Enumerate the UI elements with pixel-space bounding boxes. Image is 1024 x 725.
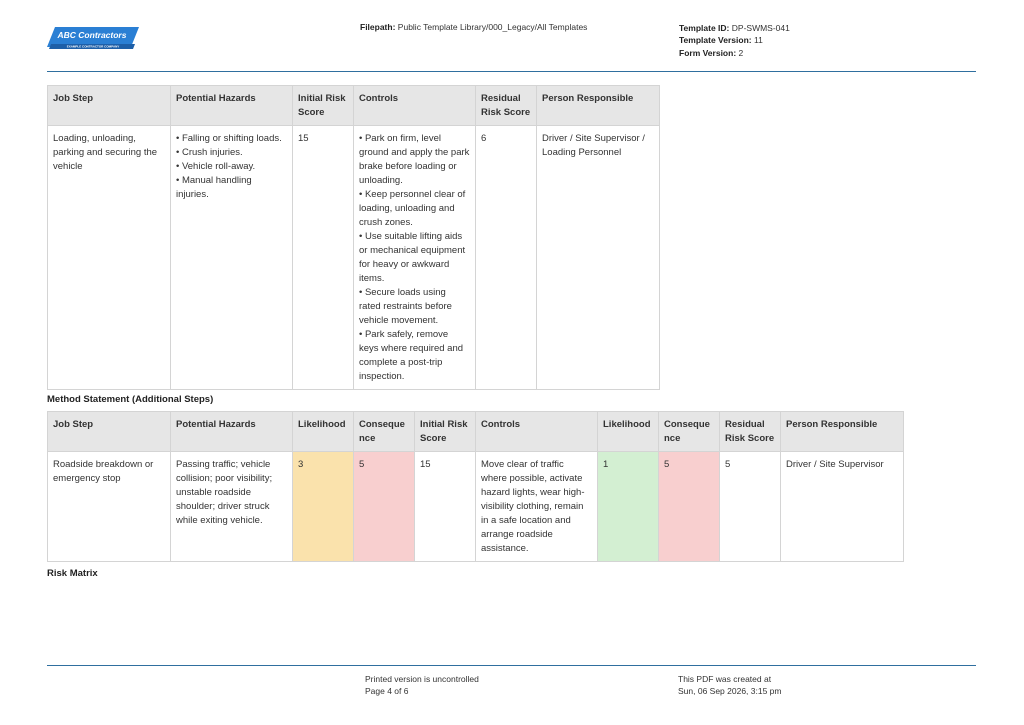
hazard-item: • Vehicle roll-away. (176, 161, 256, 172)
person-cell: Driver / Site Supervisor / Loading Personnel (537, 126, 660, 390)
col-header: Initial Risk Score (293, 86, 354, 126)
col-header: Likelihood (293, 412, 354, 452)
header-divider (47, 71, 976, 72)
hazards-cell: Passing traffic; vehicle collision; poor visibility; unstable roadside shoulder; driver struck while exiting vehicle. (171, 452, 293, 562)
job-step-cell: Roadside breakdown or emergency stop (48, 452, 171, 562)
filepath-value: Public Template Library/000_Legacy/All Templates (397, 22, 588, 32)
control-item: • Park safely, remove keys where required and complete a post-trip inspection. (359, 329, 464, 382)
footer-created-info (678, 673, 782, 698)
control-item: • Use suitable lifting aids or mechanical equipment for heavy or awkward items. (359, 231, 466, 284)
col-header: Person Responsible (537, 86, 660, 126)
col-header: Residual Risk Score (476, 86, 537, 126)
control-item: • Keep personnel clear of loading, unloading and crush zones. (359, 189, 466, 228)
initial-likelihood-cell: 3 (293, 452, 354, 562)
template-version: Template Version: 11 (679, 35, 763, 46)
col-header: Job Step (48, 86, 171, 126)
footer-print-info (365, 673, 479, 698)
table-row (48, 126, 660, 390)
form-version: Form Version: 2 (679, 47, 744, 58)
created-label: This PDF was created at (678, 674, 772, 684)
col-header: Job Step (48, 412, 171, 452)
col-header: Potential Hazards (171, 86, 293, 126)
col-header: Residual Risk Score (720, 412, 781, 452)
filepath-label: Filepath: (360, 22, 396, 32)
created-timestamp: Sun, 06 Sep 2026, 3:15 pm (678, 686, 782, 697)
template-meta (679, 22, 790, 59)
col-header: Controls (354, 86, 476, 126)
initial-risk-cell: 15 (293, 126, 354, 390)
hazard-table (47, 85, 660, 390)
person-cell: Driver / Site Supervisor (781, 452, 904, 562)
hazard-item: • Crush injuries. (176, 147, 243, 158)
controls-cell (354, 126, 476, 390)
hazards-cell (171, 126, 293, 390)
template-id: Template ID: DP-SWMS-041 (679, 23, 790, 33)
residual-risk-cell: 5 (720, 452, 781, 562)
method-statement-title: Method Statement (Additional Steps) (47, 394, 214, 405)
table-header-row (48, 412, 904, 452)
table-header-row (48, 86, 660, 126)
col-header: Potential Hazards (171, 412, 293, 452)
method-statement-table (47, 411, 904, 562)
control-item: • Park on firm, level ground and apply the park brake before loading or unloading. (359, 133, 470, 186)
col-header: Consequence (354, 412, 415, 452)
controls-cell: Move clear of traffic where possible, activate hazard lights, wear high-visibility clothing, remain in a safe location and arrange roadside assistance. (476, 452, 598, 562)
uncontrolled-note: Printed version is uncontrolled (365, 674, 479, 684)
hazard-item: • Manual handling injuries. (176, 175, 252, 200)
risk-matrix-title: Risk Matrix (47, 568, 98, 579)
logo-tagline: EXAMPLE CONTRACTOR COMPANY (66, 44, 120, 49)
initial-risk-cell: 15 (415, 452, 476, 562)
residual-consequence-cell: 5 (659, 452, 720, 562)
logo-name: ABC Contractors (57, 30, 127, 40)
filepath (360, 22, 587, 32)
table-row (48, 452, 904, 562)
footer-divider (47, 665, 976, 666)
col-header: Consequence (659, 412, 720, 452)
job-step-cell: Loading, unloading, parking and securing the vehicle (48, 126, 171, 390)
col-header: Person Responsible (781, 412, 904, 452)
residual-risk-cell: 6 (476, 126, 537, 390)
company-logo (47, 25, 139, 53)
residual-likelihood-cell: 1 (598, 452, 659, 562)
hazard-item: • Falling or shifting loads. (176, 133, 282, 144)
col-header: Likelihood (598, 412, 659, 452)
initial-consequence-cell: 5 (354, 452, 415, 562)
col-header: Controls (476, 412, 598, 452)
col-header: Initial Risk Score (415, 412, 476, 452)
page-number: Page 4 of 6 (365, 686, 409, 697)
control-item: • Secure loads using rated restraints before vehicle movement. (359, 287, 452, 326)
